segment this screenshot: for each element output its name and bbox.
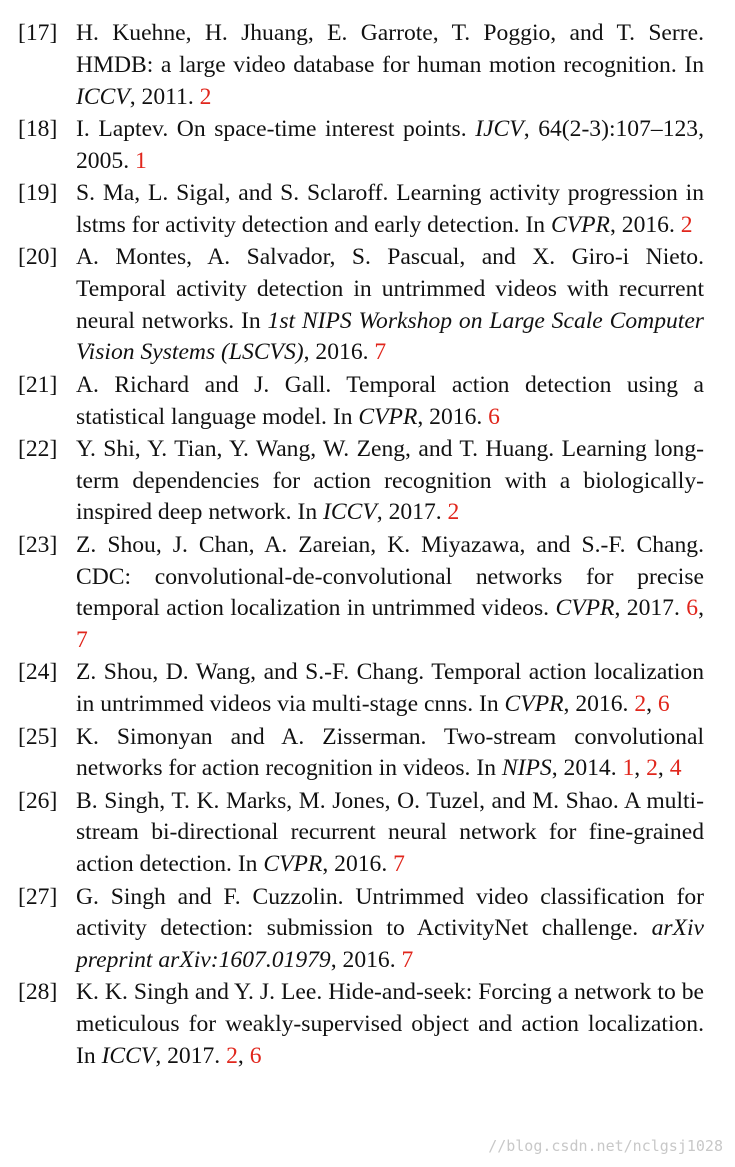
venue-title: 1st NIPS Workshop on Large Scale Computer Vision Systems (LSCVS) — [76, 307, 704, 366]
reference-text — [76, 370, 704, 434]
reference-segment: , 2016. — [330, 947, 402, 974]
reference-segment: , 2016. — [322, 851, 394, 878]
page-backlink[interactable]: 4 — [669, 755, 682, 782]
reference-segment: , — [657, 755, 670, 782]
venue-title: NIPS — [501, 755, 552, 782]
venue-title: IJCV — [475, 115, 524, 142]
page-backlink[interactable]: 6 — [686, 595, 699, 622]
reference-segment: B. Singh, T. K. Marks, M. Jones, O. Tuzel, and M. Shao. A multi-stream bi-directional recurrent neural network for fine-grained action detection. In — [76, 787, 704, 878]
page-backlink[interactable]: 6 — [249, 1043, 262, 1069]
reference-entry — [18, 114, 704, 178]
reference-entry — [18, 242, 704, 369]
page-backlink[interactable]: 7 — [401, 947, 414, 974]
page-backlink[interactable]: 2 — [226, 1043, 238, 1069]
reference-entry — [18, 434, 704, 529]
venue-title: CVPR — [263, 851, 323, 878]
reference-segment: , — [646, 691, 658, 718]
reference-segment: K. K. Singh and Y. J. Lee. Hide-and-seek: Forcing a network to be meticulous for weakly-supervised object and action localization. In — [76, 979, 704, 1069]
page-backlink[interactable]: 6 — [488, 403, 500, 430]
reference-segment: , — [237, 1043, 250, 1069]
venue-title: CVPR — [555, 595, 615, 622]
reference-segment: Z. Shou, D. Wang, and S.-F. Chang. Temporal action localization in untrimmed videos via multi-stage cnns. In — [76, 659, 704, 718]
reference-text — [76, 977, 704, 1072]
reference-number: [25] — [18, 723, 58, 750]
reference-text — [76, 114, 704, 178]
reference-text — [76, 18, 704, 113]
reference-number: [23] — [18, 531, 58, 558]
reference-entry — [18, 977, 704, 1072]
venue-title: ICCV — [323, 499, 377, 526]
reference-segment: , 2016. — [609, 211, 681, 238]
reference-text — [76, 242, 704, 369]
reference-segment: , 2017. — [376, 499, 448, 526]
reference-segment: H. Kuehne, H. Jhuang, E. Garrote, T. Poggio, and T. Serre. HMDB: a large video database for human motion recognition. In — [76, 20, 704, 78]
reference-segment: , 2014. — [551, 755, 623, 782]
page-backlink[interactable]: 2 — [680, 211, 693, 238]
venue-title: CVPR — [551, 211, 610, 238]
page-backlink[interactable]: 2 — [447, 499, 460, 526]
reference-segment: A. Richard and J. Gall. Temporal action detection using a statistical language model. In — [76, 371, 704, 430]
venue-title: ICCV — [101, 1043, 156, 1069]
reference-number: [24] — [18, 659, 58, 686]
page-backlink[interactable]: 2 — [199, 83, 212, 110]
page-backlink[interactable]: 2 — [646, 755, 658, 782]
page-backlink[interactable]: 7 — [393, 851, 405, 878]
page-backlink[interactable]: 1 — [134, 147, 147, 174]
reference-text — [76, 786, 704, 881]
reference-text — [76, 530, 704, 657]
reference-entry — [18, 178, 704, 242]
reference-segment: , — [698, 595, 704, 622]
reference-number: [28] — [18, 979, 58, 1006]
reference-entry — [18, 370, 704, 434]
reference-segment: , 2011. — [129, 83, 200, 110]
reference-segment: , — [634, 755, 647, 782]
page-backlink[interactable]: 1 — [622, 755, 635, 782]
venue-title: CVPR — [358, 403, 418, 430]
page-backlink[interactable]: 7 — [374, 339, 387, 366]
reference-number: [19] — [18, 179, 58, 206]
reference-number: [26] — [18, 787, 58, 814]
venue-title: ICCV — [76, 83, 130, 110]
reference-segment: I. Laptev. On space-time interest points. — [76, 115, 476, 142]
venue-title: arXiv preprint arXiv:1607.01979 — [76, 915, 704, 974]
page-backlink[interactable]: 6 — [657, 691, 670, 718]
page-backlink[interactable]: 2 — [634, 691, 647, 718]
reference-entry — [18, 882, 704, 977]
reference-segment: , 64(2-3):107–123, 2005. — [76, 115, 704, 174]
reference-segment: K. Simonyan and A. Zisserman. Two-stream convolutional networks for action recognition in videos. In — [76, 723, 704, 782]
reference-text — [76, 434, 704, 529]
reference-segment: , 2016. — [563, 691, 635, 718]
reference-text — [76, 657, 704, 721]
reference-entry — [18, 657, 704, 721]
reference-segment: , 2016. — [303, 339, 375, 366]
reference-number: [18] — [18, 115, 58, 142]
reference-list — [18, 18, 704, 1073]
reference-text — [76, 722, 704, 786]
reference-segment: , 2016. — [417, 403, 489, 430]
reference-segment: Z. Shou, J. Chan, A. Zareian, K. Miyazawa, and S.-F. Chang. CDC: convolutional-de-convolutional networks for precise temporal action localization in untrimmed videos. — [76, 531, 704, 622]
reference-segment: Y. Shi, Y. Tian, Y. Wang, W. Zeng, and T. Huang. Learning long-term dependencies for action recognition with a biologically-inspired deep network. In — [76, 435, 704, 526]
reference-entry — [18, 786, 704, 881]
reference-entry — [18, 530, 704, 657]
reference-segment: G. Singh and F. Cuzzolin. Untrimmed video classification for activity detection: submission to ActivityNet challenge. — [76, 883, 704, 942]
reference-entry — [18, 18, 704, 113]
venue-title: CVPR — [504, 691, 564, 718]
reference-segment: , 2017. — [614, 595, 687, 622]
reference-segment: A. Montes, A. Salvador, S. Pascual, and X. Giro-i Nieto. Temporal activity detection in untrimmed videos with recurrent neural networks. In — [76, 244, 704, 334]
reference-number: [22] — [18, 435, 58, 462]
reference-segment: , 2017. — [155, 1043, 227, 1069]
reference-text — [76, 882, 704, 977]
reference-number: [21] — [18, 371, 58, 398]
watermark: //blog.csdn.net/nclgsj1028 — [488, 1137, 723, 1155]
reference-number: [27] — [18, 883, 58, 910]
reference-number: [20] — [18, 244, 58, 271]
reference-segment: S. Ma, L. Sigal, and S. Sclaroff. Learning activity progression in lstms for activity detection and early detection. In — [76, 179, 704, 238]
reference-number: [17] — [18, 20, 58, 46]
reference-entry — [18, 722, 704, 786]
page-backlink[interactable]: 7 — [76, 627, 88, 654]
reference-text — [76, 178, 704, 242]
